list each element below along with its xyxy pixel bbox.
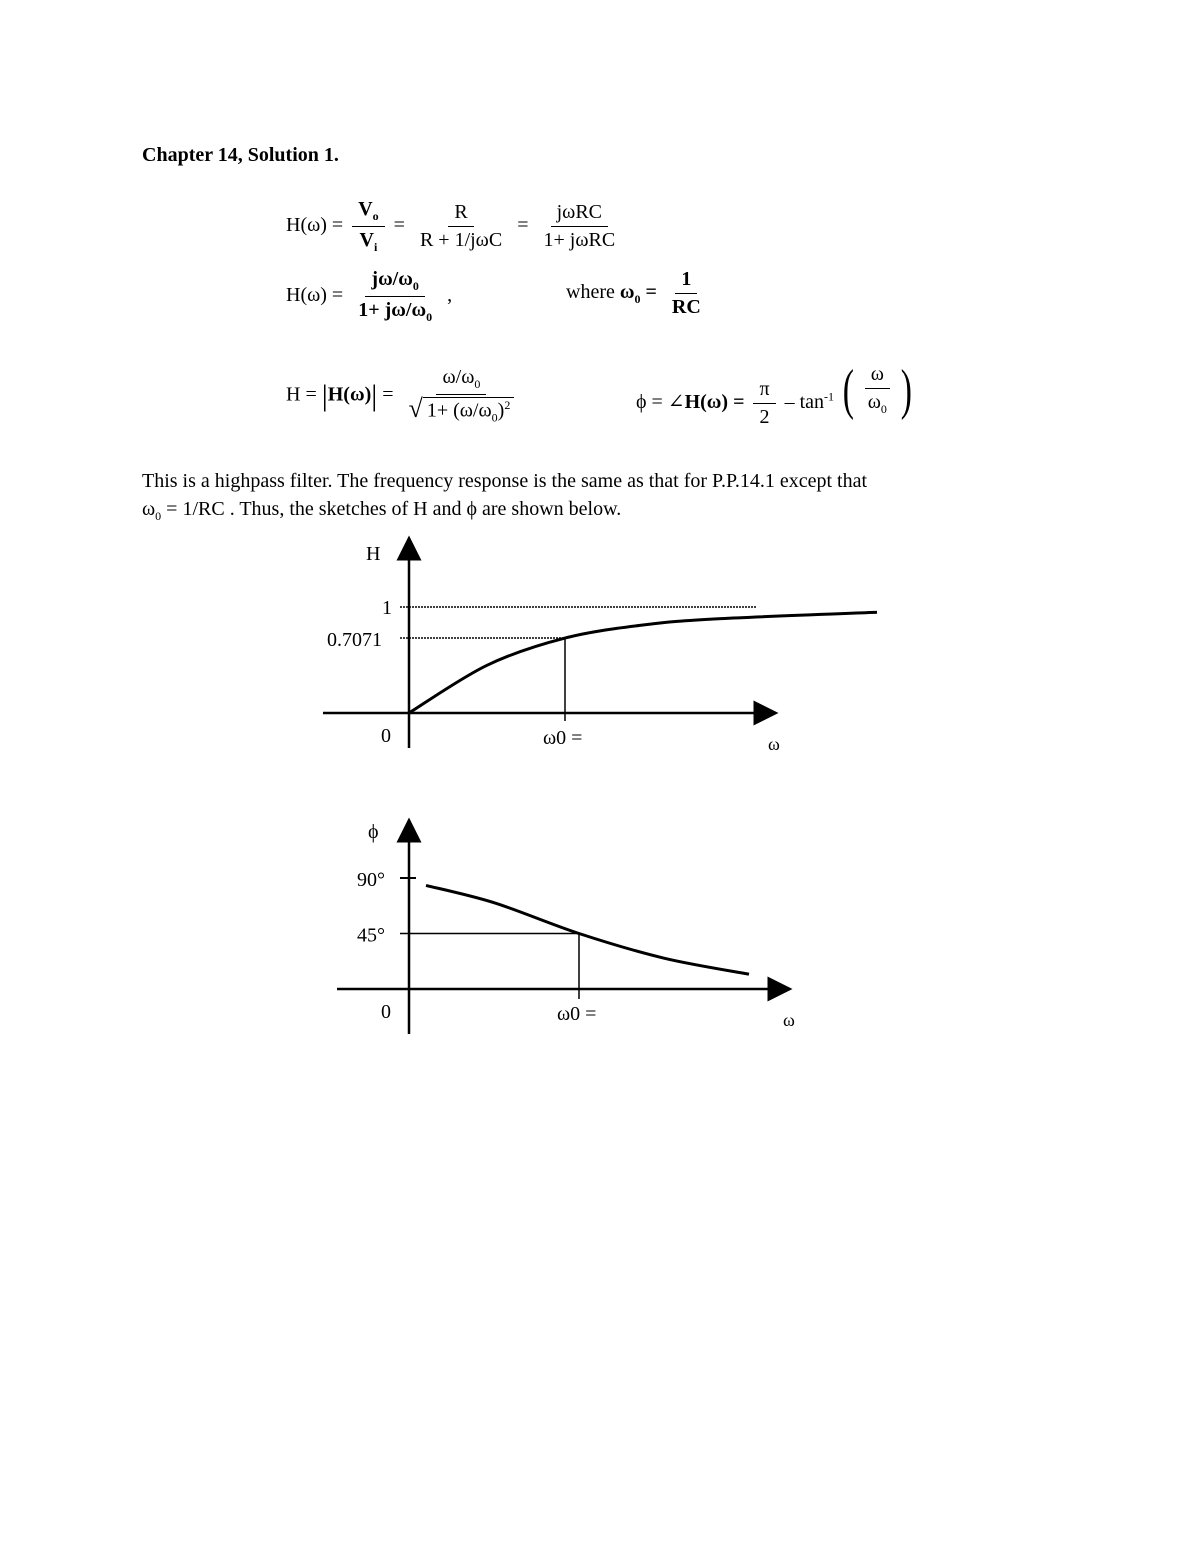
- eq2-num-sub: 0: [412, 279, 419, 293]
- eq1-jwrc-num: jωRC: [551, 201, 608, 227]
- paragraph-line-1: This is a highpass filter. The frequency response is the same as that for P.P.14.1 except that: [142, 470, 868, 492]
- eq2-den: 1+ jω/ω: [358, 299, 427, 321]
- phi-tick-label-0: 0: [381, 1001, 391, 1023]
- phi-y-axis-label: ϕ: [368, 821, 379, 843]
- eq4-w0-sub: 0: [880, 402, 887, 416]
- para-rest: = 1/RC . Thus, the sketches of H and ϕ are shown below.: [161, 498, 622, 520]
- eq3-num-sub: 0: [474, 377, 481, 391]
- eq1-vo-sub: o: [372, 209, 379, 223]
- eq1-lhs: H(ω) =: [286, 214, 344, 237]
- phi-tick-label-45: 45°: [357, 924, 385, 947]
- eq1-r-num: R: [448, 201, 473, 227]
- eq4-minus-tan: – tan: [784, 391, 825, 413]
- para-w0: ω: [142, 498, 156, 520]
- eq2-w0: ω: [619, 281, 635, 304]
- eq4-lhs: ϕ = ∠: [636, 391, 685, 413]
- eq4-pi: π: [753, 378, 775, 404]
- phi-tick-label-90: 90°: [357, 869, 385, 891]
- eq2-comma: ,: [447, 284, 453, 307]
- eq4-two: 2: [759, 405, 770, 428]
- para-w0-sub: 0: [155, 509, 162, 523]
- eq4-inv: -1: [824, 389, 835, 404]
- eq2-where: where: [566, 281, 615, 304]
- eq1-vi: V: [359, 229, 374, 251]
- h-tick-label-07071: 0.7071: [327, 629, 382, 652]
- eq1-equals-b: =: [517, 214, 529, 237]
- phi-tick-label-w0: ω0 =: [557, 1003, 597, 1025]
- eq2-r-num: 1: [675, 268, 697, 294]
- h-tick-label-1: 1: [382, 597, 392, 619]
- eq2-lhs: H(ω) =: [286, 284, 344, 307]
- eq3-den-pre: 1+ (ω/ω: [426, 399, 492, 422]
- eq3-den-sub: 0: [491, 410, 498, 425]
- h-curve: [409, 612, 877, 713]
- eq3-num: ω/ω: [442, 366, 475, 388]
- h-tick-label-0: 0: [381, 725, 391, 747]
- eq3-den-sup: 2: [504, 398, 511, 412]
- h-y-axis-label: H: [366, 543, 381, 565]
- left-paren-icon: (: [842, 359, 854, 421]
- eq4-w0: ω: [867, 391, 881, 413]
- eq4-h: H(ω) =: [684, 391, 745, 413]
- h-tick-label-w0: ω0 =: [543, 727, 583, 749]
- eq2-num: jω/ω: [371, 268, 413, 290]
- sqrt-radical-icon: √: [408, 394, 423, 423]
- phi-x-axis-label: ω: [783, 1010, 795, 1030]
- eq3-abs-close: |: [371, 378, 378, 412]
- chapter-heading: Chapter 14, Solution 1.: [142, 144, 339, 166]
- eq1-vo: V: [358, 198, 373, 220]
- eq2-equals: =: [645, 281, 657, 304]
- eq3-den-post: ): [497, 399, 505, 422]
- eq1-jwrc-den: 1+ jωRC: [543, 229, 616, 251]
- eq3-equals: =: [382, 383, 394, 406]
- h-x-axis-label: ω: [768, 734, 780, 754]
- eq2-w0-sub: 0: [634, 292, 641, 307]
- eq3-abs-mid: H(ω): [327, 383, 372, 406]
- eq1-equals-a: =: [393, 214, 405, 237]
- eq3-abs-open: |: [321, 378, 328, 412]
- eq1-vi-sub: i: [374, 240, 378, 254]
- eq4-w: ω: [865, 363, 890, 389]
- right-paren-icon: ): [900, 359, 912, 421]
- phi-curve: [426, 885, 749, 974]
- eq2-r-den: RC: [671, 296, 701, 318]
- eq2-den-sub: 0: [426, 310, 433, 324]
- eq1-r-den: R + 1/jωC: [419, 229, 503, 251]
- eq3-lhs: H =: [286, 383, 322, 406]
